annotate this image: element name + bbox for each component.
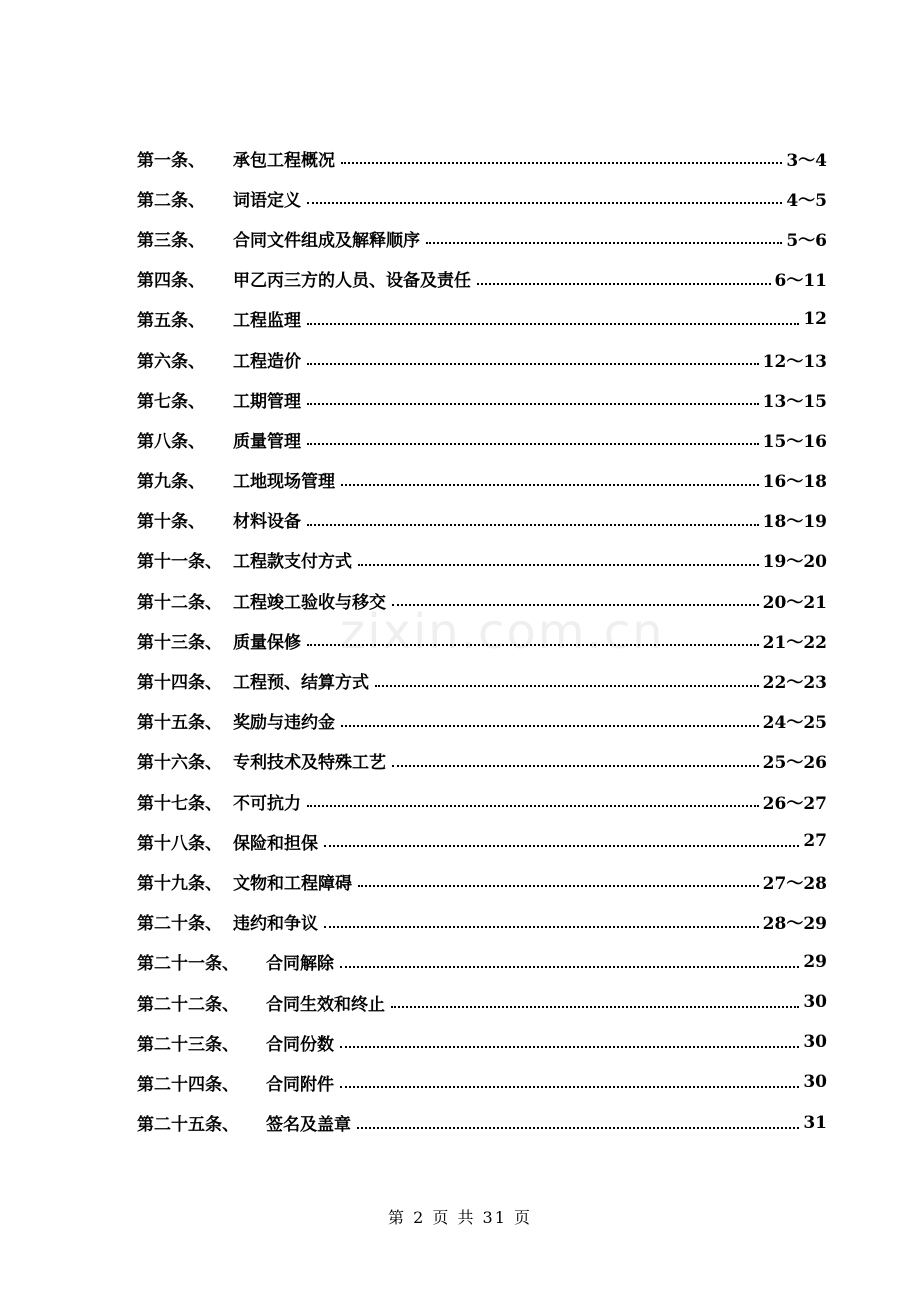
toc-entry-title: 不可抗力 — [233, 793, 301, 814]
toc-entry-pages: 27～28 — [762, 873, 827, 894]
toc-entry-number: 第十一条、 — [137, 552, 222, 573]
toc-entry-number: 第八条、 — [137, 431, 205, 452]
toc-entry — [137, 942, 827, 982]
toc-entry — [137, 821, 827, 861]
toc-entry-title: 合同解除 — [266, 954, 334, 975]
toc-entry-pages: 25～26 — [762, 753, 827, 774]
toc-entry-title: 保险和担保 — [233, 833, 318, 854]
toc-leader-dots — [340, 966, 799, 968]
toc-entry-number: 第二条、 — [137, 190, 205, 211]
toc-leader-dots — [341, 484, 759, 486]
toc-entry-pages: 21～22 — [762, 632, 827, 653]
toc-leader-dots — [392, 604, 759, 606]
toc-entry-pages: 26～27 — [762, 793, 827, 814]
toc-entry — [137, 460, 827, 500]
toc-leader-dots — [375, 685, 759, 687]
toc-entry — [137, 1062, 827, 1102]
toc-entry — [137, 902, 827, 942]
toc-entry-title: 材料设备 — [233, 512, 301, 533]
toc-leader-dots — [307, 202, 782, 204]
toc-leader-dots — [341, 162, 782, 164]
toc-entry-title: 奖励与违约金 — [233, 713, 335, 734]
toc-entry — [137, 218, 827, 258]
toc-entry-pages: 12 — [803, 308, 827, 329]
toc-entry — [137, 701, 827, 741]
toc-leader-dots — [391, 1006, 799, 1008]
toc-leader-dots — [392, 765, 759, 767]
watermark: zixin.com.cn — [340, 604, 665, 660]
toc-entry-pages: 30 — [803, 1032, 827, 1053]
toc-entry-pages: 4～5 — [786, 190, 827, 211]
toc-entry-pages: 3～4 — [786, 150, 827, 171]
toc-entry-pages: 20～21 — [762, 592, 827, 613]
toc-entry-title: 工地现场管理 — [233, 472, 335, 493]
toc-leader-dots — [341, 725, 759, 727]
toc-entry-pages: 12～13 — [762, 351, 827, 372]
toc-entry-pages: 28～29 — [762, 914, 827, 935]
toc-leader-dots — [324, 926, 759, 928]
toc-entry-title: 工期管理 — [233, 391, 301, 412]
toc-entry — [137, 178, 827, 218]
toc-entry-pages: 13～15 — [762, 391, 827, 412]
toc-leader-dots — [358, 885, 759, 887]
toc-entry-number: 第四条、 — [137, 271, 205, 292]
toc-entry-pages: 30 — [803, 1072, 827, 1093]
toc-entry-title: 签名及盖章 — [266, 1115, 351, 1136]
toc-entry-pages: 6～11 — [774, 271, 827, 292]
toc-entry-number: 第二十四条、 — [137, 1074, 239, 1095]
toc-leader-dots — [357, 1127, 799, 1129]
toc-entry-title: 工程预、结算方式 — [233, 673, 369, 694]
toc-entry-title: 合同文件组成及解释顺序 — [233, 230, 420, 251]
toc-leader-dots — [340, 1046, 799, 1048]
toc-leader-dots — [307, 403, 759, 405]
toc-entry — [137, 500, 827, 540]
toc-entry-number: 第十二条、 — [137, 592, 222, 613]
toc-leader-dots — [307, 363, 759, 365]
page-footer: 第 2 页 共 31 页 — [388, 1208, 532, 1227]
toc-entry — [137, 339, 827, 379]
toc-entry-number: 第十条、 — [137, 512, 205, 533]
toc-entry-pages: 27 — [803, 831, 827, 852]
toc-leader-dots — [307, 443, 759, 445]
toc-leader-dots — [477, 283, 771, 285]
toc-entry-title: 甲乙丙三方的人员、设备及责任 — [233, 271, 471, 292]
toc-entry-title: 词语定义 — [233, 190, 301, 211]
toc-entry-number: 第十八条、 — [137, 833, 222, 854]
toc-entry-number: 第二十条、 — [137, 914, 222, 935]
toc-entry — [137, 620, 827, 660]
toc-entry-number: 第九条、 — [137, 472, 205, 493]
toc-entry-number: 第六条、 — [137, 351, 205, 372]
toc-entry-pages: 24～25 — [762, 713, 827, 734]
toc-entry-number: 第一条、 — [137, 150, 205, 171]
toc-entry-title: 合同份数 — [266, 1034, 334, 1055]
toc-entry-title: 工程竣工验收与移交 — [233, 592, 386, 613]
toc-entry — [137, 982, 827, 1022]
toc-entry — [137, 259, 827, 299]
toc-entry-pages: 30 — [803, 992, 827, 1013]
toc-entry-number: 第十九条、 — [137, 873, 222, 894]
toc-entry-number: 第十六条、 — [137, 753, 222, 774]
toc-entry-title: 工程造价 — [233, 351, 301, 372]
toc-entry-title: 质量管理 — [233, 431, 301, 452]
table-of-contents — [137, 138, 827, 1143]
toc-entry-title: 工程监理 — [233, 311, 301, 332]
toc-entry-pages: 19～20 — [762, 552, 827, 573]
toc-entry-pages: 15～16 — [762, 431, 827, 452]
toc-entry-number: 第五条、 — [137, 311, 205, 332]
toc-leader-dots — [307, 323, 799, 325]
toc-leader-dots — [307, 805, 759, 807]
toc-entry — [137, 781, 827, 821]
toc-entry-number: 第十七条、 — [137, 793, 222, 814]
toc-entry-title: 承包工程概况 — [233, 150, 335, 171]
toc-entry-pages: 31 — [803, 1112, 827, 1133]
toc-entry-number: 第二十三条、 — [137, 1034, 239, 1055]
toc-entry — [137, 1022, 827, 1062]
toc-entry — [137, 299, 827, 339]
toc-entry-title: 文物和工程障碍 — [233, 873, 352, 894]
toc-entry-number: 第三条、 — [137, 230, 205, 251]
toc-entry — [137, 540, 827, 580]
toc-entry-title: 合同附件 — [266, 1074, 334, 1095]
toc-entry-pages: 16～18 — [762, 472, 827, 493]
toc-entry-number: 第十三条、 — [137, 632, 222, 653]
toc-entry-title: 工程款支付方式 — [233, 552, 352, 573]
toc-entry-pages: 29 — [803, 951, 827, 972]
toc-entry-title: 违约和争议 — [233, 914, 318, 935]
toc-entry — [137, 419, 827, 459]
toc-entry — [137, 1103, 827, 1143]
toc-entry-number: 第十四条、 — [137, 673, 222, 694]
toc-entry — [137, 741, 827, 781]
toc-leader-dots — [324, 845, 799, 847]
toc-entry — [137, 660, 827, 700]
toc-leader-dots — [358, 564, 759, 566]
toc-entry-number: 第十五条、 — [137, 713, 222, 734]
toc-entry — [137, 580, 827, 620]
toc-entry-pages: 5～6 — [786, 230, 827, 251]
toc-leader-dots — [340, 1086, 799, 1088]
toc-entry — [137, 861, 827, 901]
toc-entry-number: 第七条、 — [137, 391, 205, 412]
toc-entry-pages: 18～19 — [762, 512, 827, 533]
toc-entry-title: 质量保修 — [233, 632, 301, 653]
toc-leader-dots — [307, 524, 759, 526]
toc-entry — [137, 138, 827, 178]
toc-entry-title: 合同生效和终止 — [266, 994, 385, 1015]
toc-entry — [137, 379, 827, 419]
toc-entry-pages: 22～23 — [762, 673, 827, 694]
toc-entry-number: 第二十一条、 — [137, 954, 239, 975]
toc-entry-title: 专利技术及特殊工艺 — [233, 753, 386, 774]
toc-leader-dots — [426, 242, 782, 244]
toc-entry-number: 第二十二条、 — [137, 994, 239, 1015]
toc-entry-number: 第二十五条、 — [137, 1115, 239, 1136]
toc-leader-dots — [307, 644, 759, 646]
